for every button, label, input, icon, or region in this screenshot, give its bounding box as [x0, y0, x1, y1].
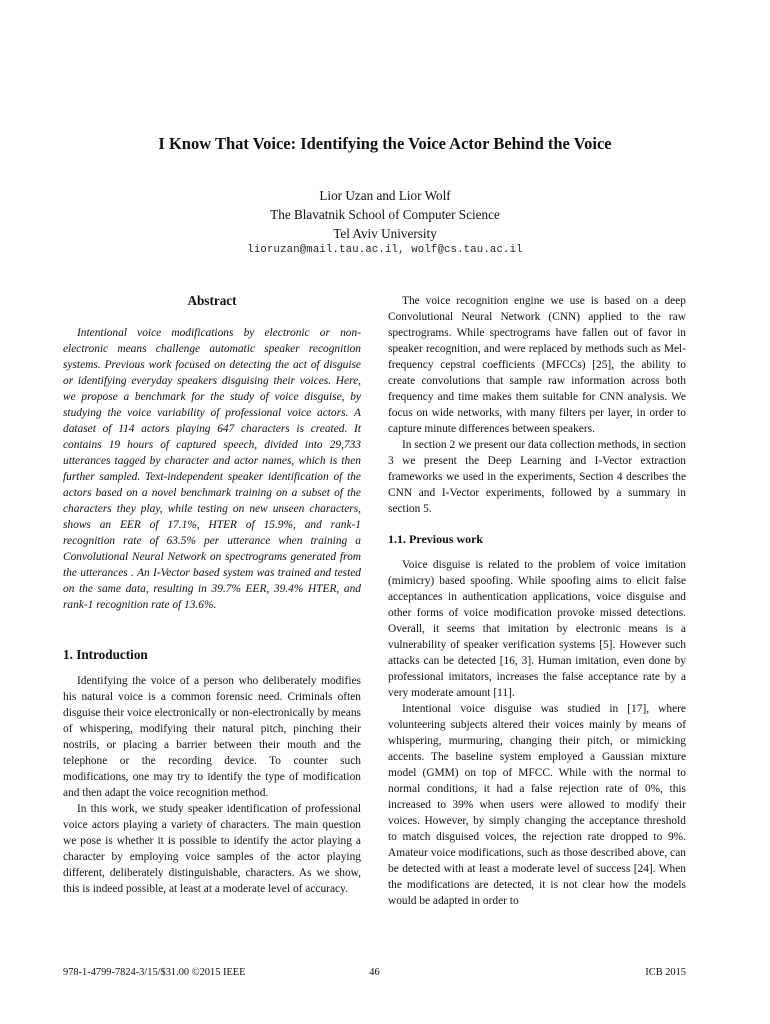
author-names: Lior Uzan and Lior Wolf: [319, 188, 451, 203]
body-paragraph: In section 2 we present our data collection methods, in section 3 we present the Deep Learning and I-Vector extraction frameworks we used in the experiments, Section 4 describes the CNN and I-Vector experiments, followed by a summary in section 5.: [388, 439, 686, 515]
previous-work-paragraph: Voice disguise is related to the problem of voice imitation (mimicry) based spoofing. While spoofing aims to elicit false acceptances in authentication applications, voice disguise and other forms of voice modification provoke missed detections. Overall, it seems that imitation by electronic means is a vulnerability of speaker verification systems [5]. However such attacks can be detected [16, 3]. Human imitation, even done by professional imitators, increases the false acceptance rate by a very moderate amount [11].: [388, 559, 686, 699]
author-emails: lioruzan@mail.tau.ac.il, wolf@cs.tau.ac.il: [247, 244, 523, 256]
introduction-paragraph: Identifying the voice of a person who deliberately modifies his natural voice is a common forensic need. Criminals often disguise their voice electronically or non-electronically by means of whispering, modifying their natural pitch, pinching their nostrils, or placing a barrier between their mouth and the telephone or the recording device. To counter such modifications, one may try to identify the type of modification and then adapt the voice recognition method.: [63, 675, 361, 799]
right-column: [388, 293, 686, 909]
body-paragraph: The voice recognition engine we use is based on a deep Convolutional Neural Network (CNN) applied to the raw spectrograms. While spectrograms have fallen out of favor in speaker recognition, and were replaced by methods such as Mel-frequency cepstral coefficients (MFCCs) [25], the ability to create convolutions that sample raw information across both frequency and time makes them suitable for CNN analysis. We focus on wide networks, with many filters per layer, in order to capture minute differences between speakers.: [388, 295, 686, 435]
abstract-text: Intentional voice modifications by electronic or non-electronic means challenge automatic speaker recognition systems. Previous work focused on detecting the act of disguise or identifying everyday speakers disguising their voices. Here, we propose a benchmark for the study of voice disguise, by studying the voice variability of professional voice actors. A dataset of 114 actors playing 647 characters is created. It contains 19 hours of captured speech, divided into 29,733 utterances tagged by character and actor names, which is then further sampled. Text-independent speaker identification of the actors based on a novel benchmark training on a subset of the characters they play, while testing on new unseen characters, shows an EER of 17.1%, HTER of 15.9%, and rank-1 recognition rate of 63.5% per utterance when training a Convolutional Neural Network on spectrograms generated from the utterances . An I-Vector based system was trained and tested on the same data, resulting in 39.7% EER, 39.4% HTER, and rank-1 recognition rate of 13.6%.: [63, 327, 361, 611]
paper-title: I Know That Voice: Identifying the Voice Actor Behind the Voice: [158, 134, 612, 153]
left-column: [63, 293, 361, 897]
author-block: [0, 186, 770, 243]
footer-venue: ICB 2015: [645, 967, 686, 978]
footer-page-number: 46: [369, 967, 380, 978]
introduction-heading: 1. Introduction: [63, 647, 148, 662]
previous-work-heading: 1.1. Previous work: [388, 532, 484, 546]
previous-work-paragraph: Intentional voice disguise was studied in [17], where volunteering subjects altered their voices mainly by means of whispering, murmuring, changing their pitch, or mimicking accents. The baseline system employed a Gaussian mixture model (GMM) on top of MFCC. While with the normal to normal conditions, it had a false rejection rate of 0%, this increased to 39% when users were allowed to modify their voices. However, by simply changing the acceptance threshold to match disguised voices, the rejection rate dropped to 9%. Amateur voice modifications, such as those described above, can be detected with at least a moderate level of success [24]. When the modifications are detected, it is not clear how the models would be adapted in order to: [388, 703, 686, 907]
footer-isbn: 978-1-4799-7824-3/15/$31.00 ©2015 IEEE: [63, 967, 246, 978]
university: Tel Aviv University: [333, 226, 437, 241]
abstract-heading: Abstract: [187, 293, 237, 308]
affiliation: The Blavatnik School of Computer Science: [270, 207, 500, 222]
introduction-paragraph: In this work, we study speaker identification of professional voice actors playing a variety of characters. The main question we pose is whether it is possible to identify the actor playing a character by employing voice samples of the actor playing different, deliberately distinguishable, characters. As we show, this is indeed possible, at least at a moderate level of accuracy.: [63, 803, 361, 895]
